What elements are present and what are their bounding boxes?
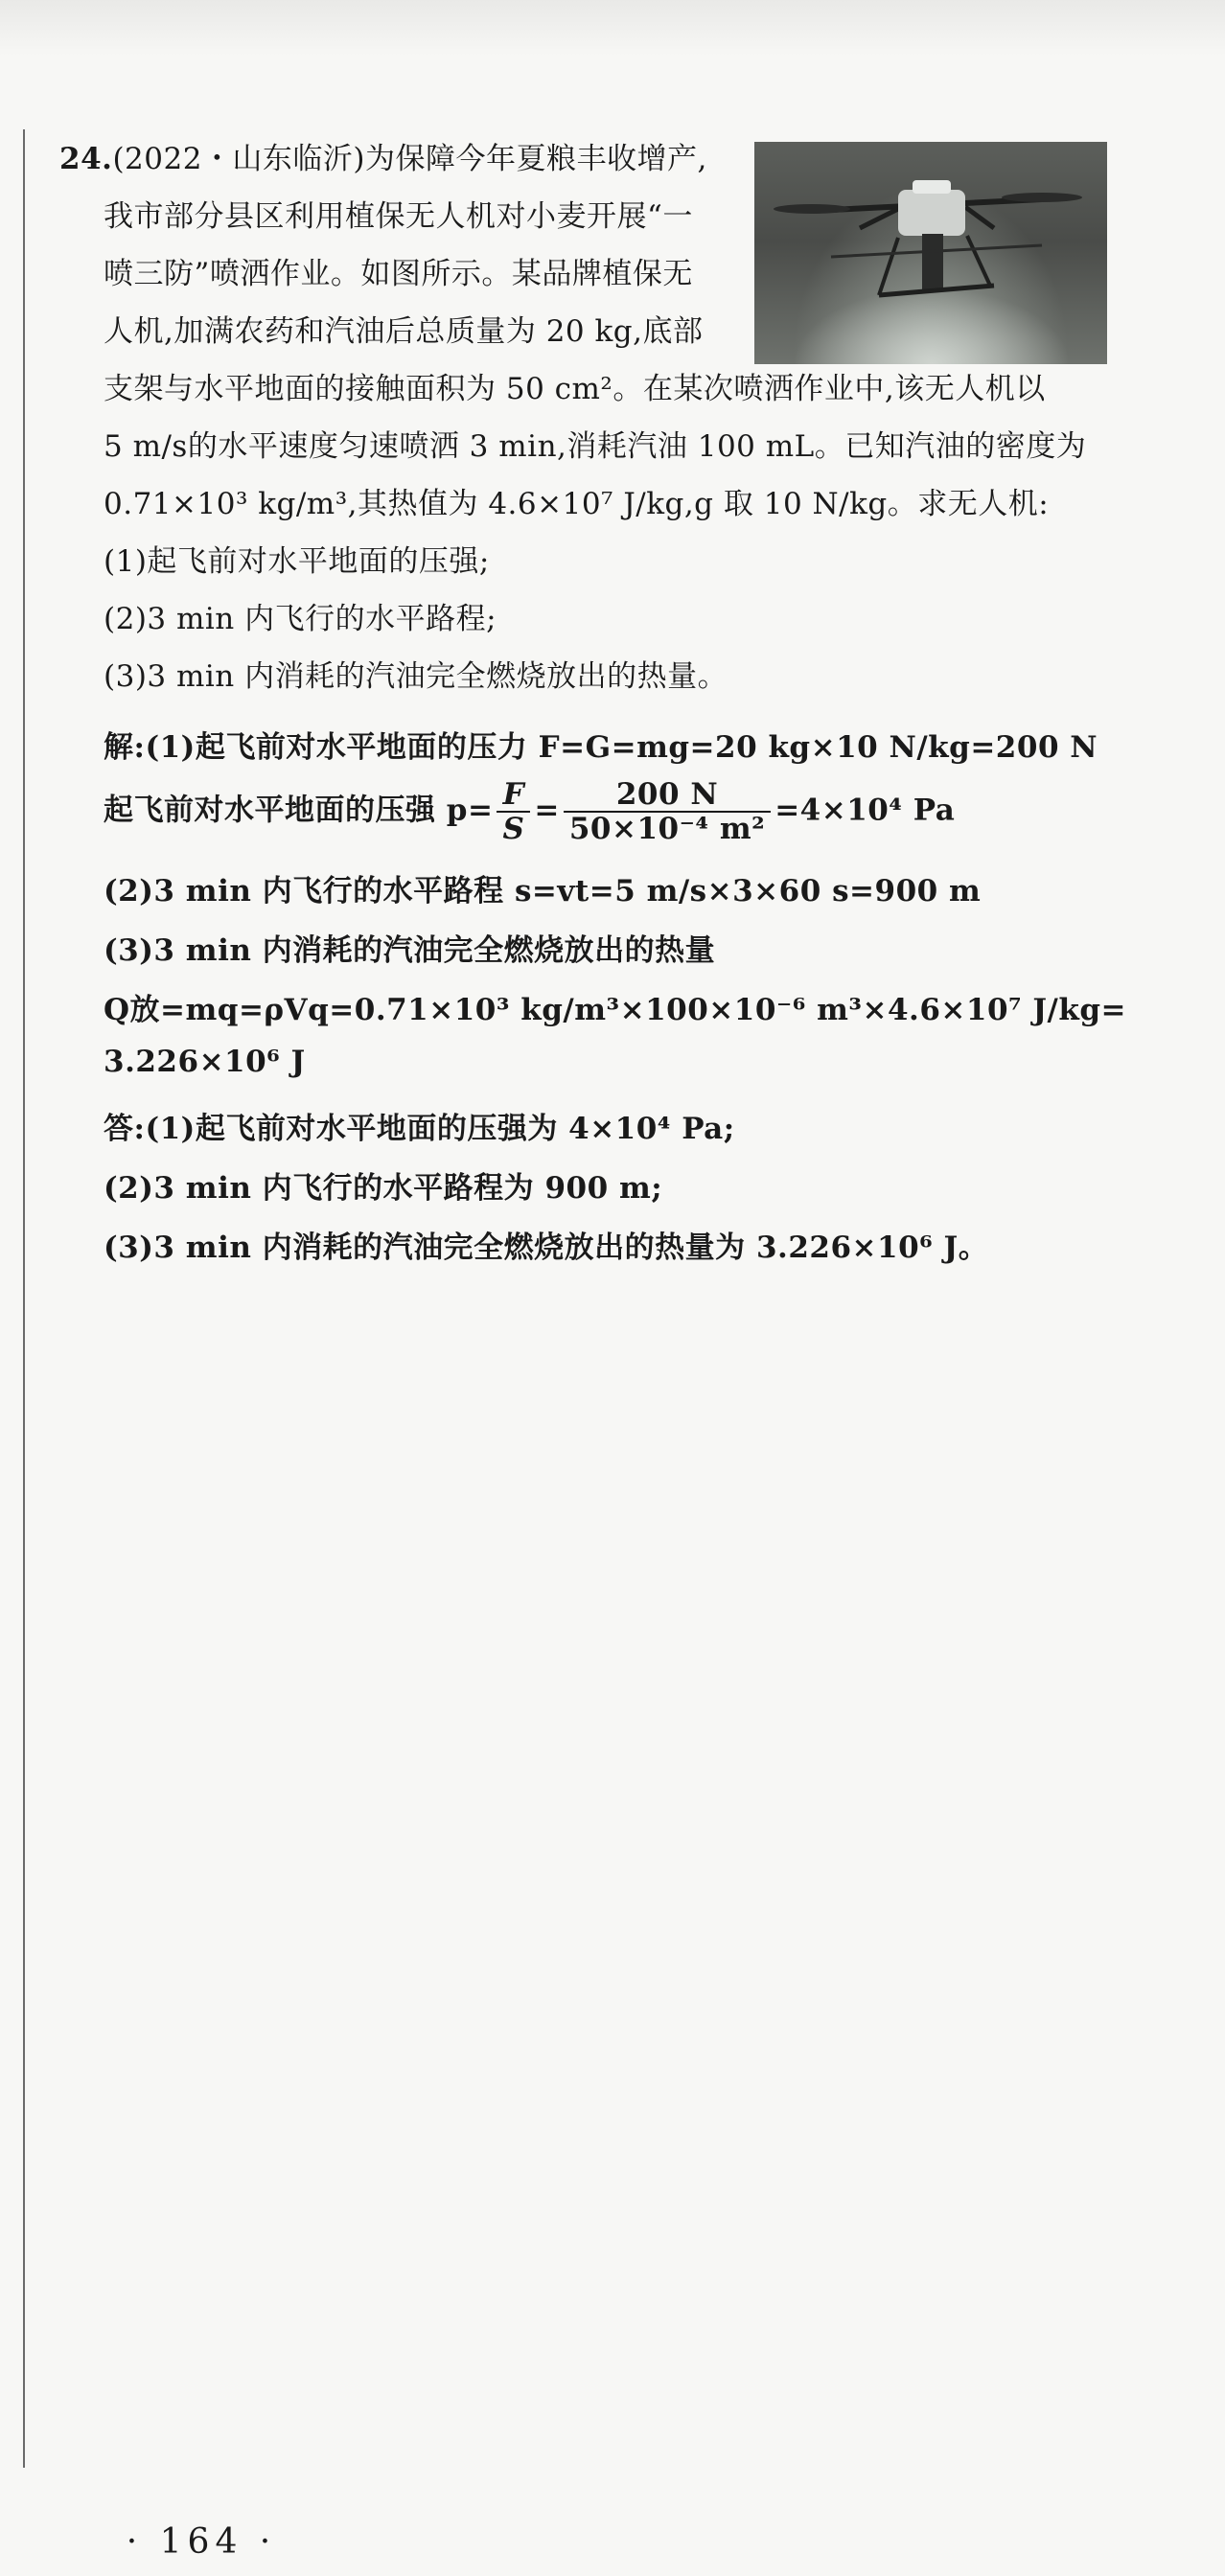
answer-line-2: (2)3 min 内飞行的水平路程为 900 m; bbox=[104, 1171, 663, 1206]
fraction-values bbox=[564, 778, 771, 845]
question-number: 24. bbox=[59, 142, 113, 176]
question-line-4: 人机,加满农药和汽油后总质量为 20 kg,底部 bbox=[104, 314, 704, 349]
answer-line-3: (3)3 min 内消耗的汽油完全燃烧放出的热量为 3.226×10⁶ J。 bbox=[104, 1230, 989, 1265]
solution-line-3: (2)3 min 内飞行的水平路程 s=vt=5 m/s×3×60 s=900 m bbox=[104, 874, 982, 908]
drone-icon bbox=[754, 142, 1107, 364]
question-line-3: 喷三防”喷洒作业。如图所示。某品牌植保无 bbox=[104, 257, 693, 291]
question-part-2: (2)3 min 内飞行的水平路程; bbox=[104, 602, 497, 636]
question-part-1: (1)起飞前对水平地面的压强; bbox=[104, 544, 490, 579]
answer-line-1: 答:(1)起飞前对水平地面的压强为 4×10⁴ Pa; bbox=[104, 1112, 735, 1146]
question-line-1: (2022・山东临沂)为保障今年夏粮丰收增产, bbox=[112, 142, 707, 176]
solution-line-1: 解:(1)起飞前对水平地面的压力 F=G=mg=20 kg×10 N/kg=200 N bbox=[104, 730, 1098, 765]
solution-line-5: Q放=mq=ρVq=0.71×10³ kg/m³×100×10⁻⁶ m³×4.6×10⁷ J/kg= bbox=[104, 993, 1127, 1027]
fraction-f-over-s bbox=[497, 778, 530, 845]
margin-line bbox=[23, 129, 25, 2468]
fraction-denominator-s: S bbox=[502, 812, 525, 846]
solution-line-2-suffix: =4×10⁴ Pa bbox=[774, 793, 956, 828]
fraction-numerator-value: 200 N bbox=[564, 778, 771, 813]
question-line-7: 0.71×10³ kg/m³,其热值为 4.6×10⁷ J/kg,g 取 10 N/kg。求无人机: bbox=[104, 487, 1050, 521]
page-number: · 164 · bbox=[126, 2522, 277, 2562]
question-first-line bbox=[59, 134, 707, 177]
question-line-2: 我市部分县区利用植保无人机对小麦开展“一 bbox=[104, 199, 693, 234]
fraction-denominator-value: 50×10⁻⁴ m² bbox=[568, 812, 766, 846]
question-part-3: (3)3 min 内消耗的汽油完全燃烧放出的热量。 bbox=[104, 659, 728, 694]
solution-line-2: 起飞前对水平地面的压强 p= $\frac{F}{S}$ = $\frac{200 N}{\text{50×10⁻⁴ m²}}$ =4×10⁴ Pa bbox=[104, 777, 956, 846]
solution-line-2-prefix: 起飞前对水平地面的压强 p= bbox=[104, 793, 494, 828]
fraction-numerator-f: F bbox=[497, 778, 530, 813]
drone-photo bbox=[754, 142, 1107, 364]
solution-line-4: (3)3 min 内消耗的汽油完全燃烧放出的热量 bbox=[104, 933, 716, 968]
question-line-6: 5 m/s的水平速度匀速喷洒 3 min,消耗汽油 100 mL。已知汽油的密度为 bbox=[104, 429, 1087, 464]
question-line-5: 支架与水平地面的接触面积为 50 cm²。在某次喷洒作业中,该无人机以 bbox=[104, 372, 1046, 406]
solution-line-6: 3.226×10⁶ J bbox=[104, 1045, 306, 1079]
page-top-shadow bbox=[0, 0, 1225, 56]
